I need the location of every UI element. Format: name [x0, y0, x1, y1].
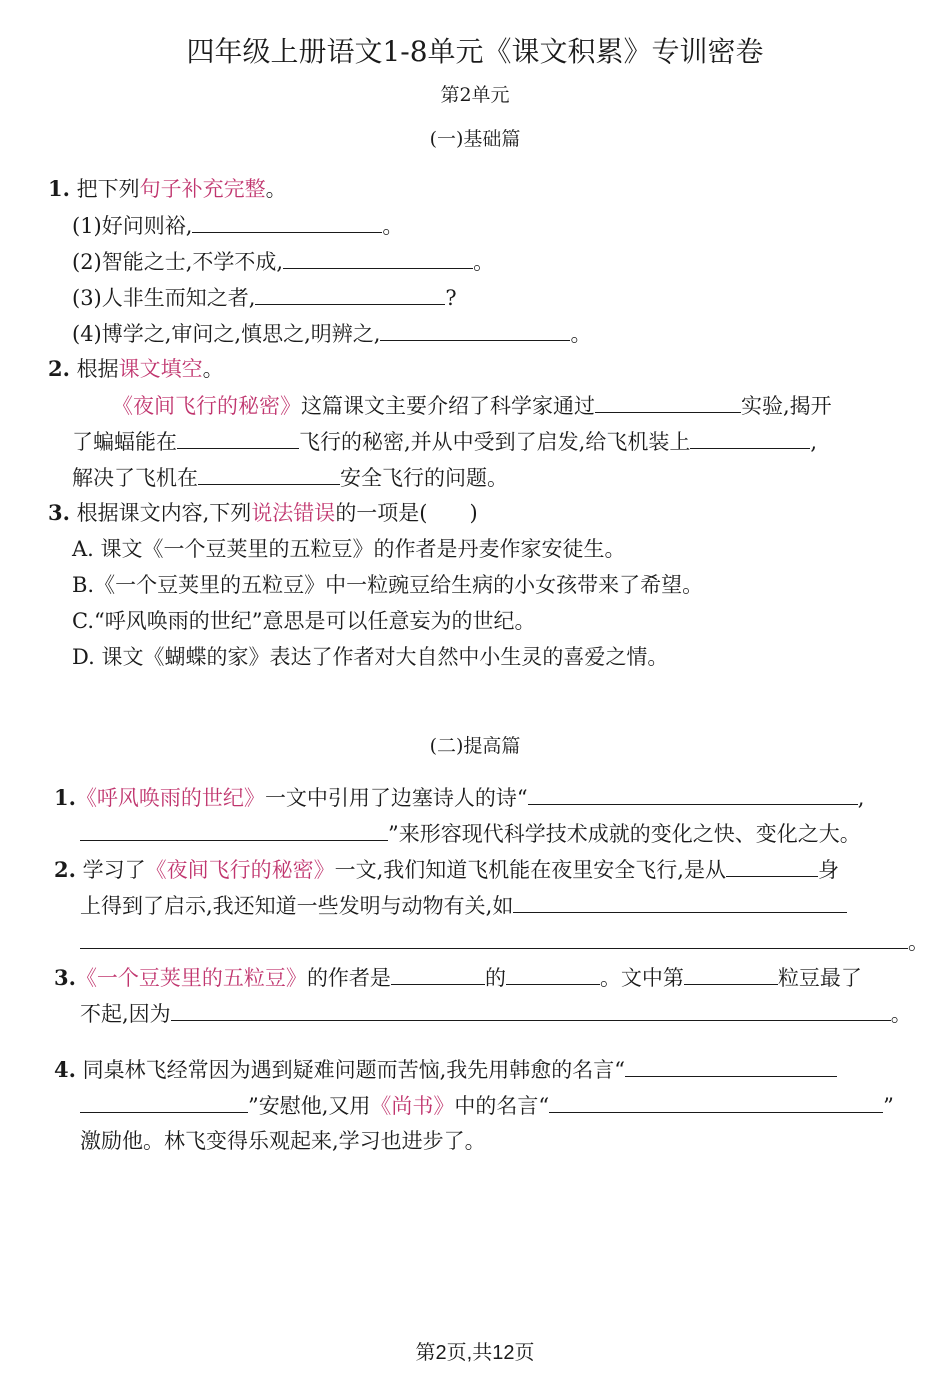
answer-blank[interactable]: [171, 998, 891, 1021]
answer-blank[interactable]: [283, 246, 473, 269]
s1-q1-item-2: (2)智能之士,不学不成, 。: [72, 246, 494, 277]
s2-q4-line-2: ”安慰他,又用《尚书》中的名言“ ”: [80, 1090, 894, 1121]
s1-q3-option-d[interactable]: D. 课文《蝴蝶的家》表达了作者对大自然中小生灵的喜爱之情。: [72, 645, 669, 669]
answer-blank[interactable]: [177, 426, 299, 449]
highlight-text: 《夜间飞行的秘密》: [145, 858, 335, 882]
highlight-text: 句子补充完整: [139, 177, 266, 201]
page-title: 四年级上册语文1-8单元《课文积累》专训密卷: [186, 35, 764, 68]
highlight-text: 说法错误: [251, 501, 336, 525]
answer-blank[interactable]: [513, 890, 847, 913]
s1-q1-item-4: (4)博学之,审问之,慎思之,明辨之, 。: [72, 318, 591, 349]
question-number: 1.: [48, 176, 70, 201]
s2-q3-line-2: 不起,因为 。: [80, 998, 912, 1029]
unit-label: 第2单元: [440, 84, 510, 106]
answer-blank[interactable]: [255, 282, 445, 305]
s1-q1-item-1: (1)好问则裕, 。: [72, 210, 403, 241]
s1-q2-line-1: 《夜间飞行的秘密》这篇课文主要介绍了科学家通过 实验,揭开: [112, 390, 832, 421]
answer-blank[interactable]: [549, 1090, 883, 1113]
page-footer: 第2页,共12页: [415, 1342, 535, 1364]
answer-blank[interactable]: [684, 962, 778, 985]
question-number: 4.: [54, 1057, 76, 1082]
s1-q3-option-b[interactable]: B.《一个豆荚里的五粒豆》中一粒豌豆给生病的小女孩带来了希望。: [72, 573, 704, 597]
answer-blank[interactable]: [80, 1090, 248, 1113]
s1-q1-item-3: (3)人非生而知之者, ?: [72, 282, 457, 313]
s1-q3-option-a[interactable]: A. 课文《一个豆荚里的五粒豆》的作者是丹麦作家安徒生。: [72, 537, 626, 561]
s1-q3-option-c[interactable]: C.“呼风唤雨的世纪”意思是可以任意妄为的世纪。: [72, 609, 536, 633]
question-number: 3.: [54, 965, 76, 990]
answer-blank[interactable]: [726, 854, 818, 877]
answer-blank[interactable]: [595, 390, 741, 413]
answer-blank[interactable]: [690, 426, 810, 449]
s1-q1-stem: 1. 把下列句子补充完整。: [48, 176, 287, 201]
answer-blank[interactable]: [198, 462, 340, 485]
highlight-text: 课文填空: [118, 357, 203, 381]
answer-blank[interactable]: [80, 926, 908, 949]
s2-q4-line-3: 激励他。林飞变得乐观起来,学习也进步了。: [80, 1129, 486, 1153]
answer-blank[interactable]: [80, 818, 388, 841]
s1-q2-stem: 2. 根据课文填空。: [48, 356, 224, 381]
answer-blank[interactable]: [528, 782, 858, 805]
section-advanced-heading: (二)提高篇: [429, 735, 521, 757]
answer-blank[interactable]: [192, 210, 382, 233]
s2-q2-line-3: 。: [80, 926, 929, 957]
answer-blank[interactable]: [380, 318, 570, 341]
highlight-text: 《一个豆荚里的五粒豆》: [75, 966, 307, 990]
s1-q2-line-3: 解决了飞机在 安全飞行的问题。: [72, 462, 508, 493]
s2-q2-line-2: 上得到了启示,我还知道一些发明与动物有关,如: [80, 890, 847, 921]
section-basic-heading: (一)基础篇: [429, 128, 521, 150]
answer-blank[interactable]: [391, 962, 485, 985]
s1-q3-stem: 3. 根据课文内容,下列说法错误的一项是( ): [48, 500, 478, 525]
s2-q4-line-1: 4. 同桌林飞经常因为遇到疑难问题而苦恼,我先用韩愈的名言“: [54, 1054, 837, 1085]
s2-q2-line-1: 2. 学习了《夜间飞行的秘密》一文,我们知道飞机能在夜里安全飞行,是从 身: [54, 854, 839, 885]
answer-blank[interactable]: [625, 1054, 837, 1077]
question-number: 2.: [54, 857, 76, 882]
s2-q1-line-2: ”来形容现代科学技术成就的变化之快、变化之大。: [80, 818, 861, 849]
question-number: 3.: [48, 500, 70, 525]
highlight-text: 《呼风唤雨的世纪》: [75, 786, 265, 810]
s2-q1-line-1: 1.《呼风唤雨的世纪》一文中引用了边塞诗人的诗“ ,: [54, 782, 864, 813]
s1-q2-line-2: 了蝙蝠能在 飞行的秘密,并从中受到了启发,给飞机装上 ,: [72, 426, 817, 457]
s2-q3-line-1: 3.《一个豆荚里的五粒豆》的作者是 的 。文中第 粒豆最了: [54, 962, 862, 993]
question-number: 2.: [48, 356, 70, 381]
question-number: 1.: [54, 785, 76, 810]
answer-blank[interactable]: [506, 962, 600, 985]
